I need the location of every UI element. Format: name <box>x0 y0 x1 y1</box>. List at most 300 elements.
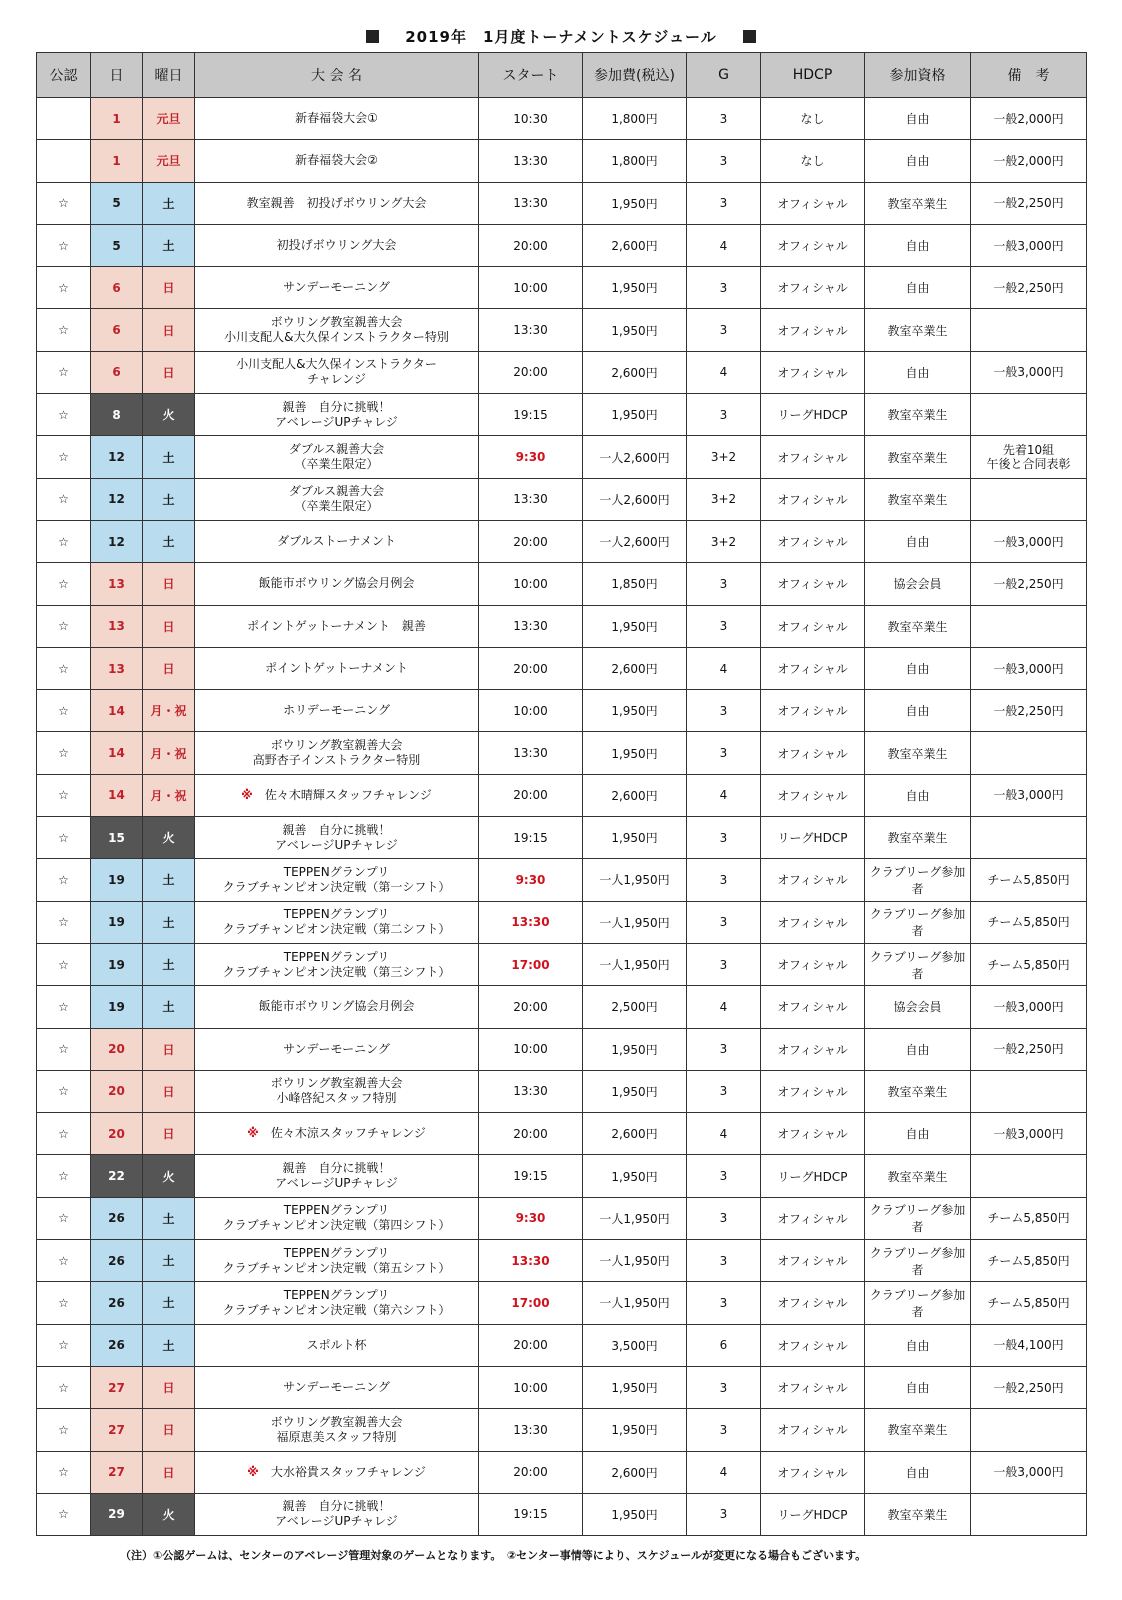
start-time-text: 13:30 <box>513 746 548 761</box>
note-cell <box>971 478 1087 520</box>
day-text: 19 <box>108 915 125 930</box>
fee-text: 1,950円 <box>611 1169 658 1184</box>
star-text: ☆ <box>58 450 69 465</box>
weekday-cell <box>143 1366 195 1408</box>
hdcp-text: オフィシャル <box>777 1127 848 1142</box>
day-cell <box>91 1366 143 1408</box>
note-cell <box>971 309 1087 351</box>
games-text: 3 <box>719 1253 728 1268</box>
note-cell <box>971 520 1087 562</box>
day-cell <box>91 98 143 140</box>
fee-text: 一人1,950円 <box>599 915 670 930</box>
table-row <box>37 859 1087 901</box>
hdcp-text: なし <box>800 112 825 127</box>
fee-cell <box>583 478 687 520</box>
qualification-cell <box>865 1451 971 1493</box>
hdcp-cell <box>761 1282 865 1324</box>
qualification-cell <box>865 943 971 985</box>
fee-cell <box>583 647 687 689</box>
table-row <box>37 351 1087 393</box>
fee-text: 一人1,950円 <box>599 1211 670 1226</box>
table-row <box>37 647 1087 689</box>
start-time-cell <box>479 817 583 859</box>
square-bullet-icon <box>743 30 756 43</box>
games-text: 4 <box>719 999 728 1014</box>
qualification-cell <box>865 520 971 562</box>
games-text: 3+2 <box>710 534 737 549</box>
hdcp-text: オフィシャル <box>777 1254 848 1269</box>
table-row <box>37 267 1087 309</box>
note-cell <box>971 1113 1087 1155</box>
qualification-text: 教室卒業生 <box>887 1169 948 1184</box>
star-text: ☆ <box>58 238 69 253</box>
weekday-cell <box>143 309 195 351</box>
day-cell <box>91 436 143 478</box>
table-row <box>37 436 1087 478</box>
start-time-cell <box>479 394 583 436</box>
qualification-cell <box>865 732 971 774</box>
qualification-cell <box>865 1366 971 1408</box>
games-cell <box>687 224 761 266</box>
star-cell <box>37 309 91 351</box>
games-text: 4 <box>719 1126 728 1141</box>
day-cell <box>91 351 143 393</box>
weekday-text: 土 <box>162 1254 175 1269</box>
day-cell <box>91 224 143 266</box>
weekday-text: 日 <box>162 619 175 634</box>
qualification-text: 自由 <box>905 154 930 169</box>
table-row <box>37 1028 1087 1070</box>
note-cell <box>971 647 1087 689</box>
weekday-text: 月・祝 <box>150 704 187 719</box>
qualification-text: 自由 <box>905 1338 930 1353</box>
star-cell <box>37 1324 91 1366</box>
star-cell <box>37 690 91 732</box>
games-cell <box>687 859 761 901</box>
hdcp-cell <box>761 1240 865 1282</box>
weekday-text: 土 <box>162 915 175 930</box>
table-row <box>37 1451 1087 1493</box>
note-text: 一般4,100円 <box>993 1338 1064 1353</box>
note-cell <box>971 351 1087 393</box>
qualification-text: 自由 <box>905 1381 930 1396</box>
hdcp-cell <box>761 1451 865 1493</box>
star-cell <box>37 647 91 689</box>
weekday-cell <box>143 520 195 562</box>
games-cell <box>687 817 761 859</box>
fee-text: 1,800円 <box>611 154 658 169</box>
table-row <box>37 1155 1087 1197</box>
games-text: 3 <box>719 915 728 930</box>
tournament-name-cell <box>195 1028 479 1070</box>
weekday-text: 土 <box>162 1211 175 1226</box>
table-row <box>37 1113 1087 1155</box>
fee-cell <box>583 351 687 393</box>
weekday-cell <box>143 605 195 647</box>
fee-cell <box>583 1197 687 1239</box>
fee-cell <box>583 267 687 309</box>
qualification-cell <box>865 140 971 182</box>
hdcp-cell <box>761 140 865 182</box>
tournament-name-text: ダブルストーナメント <box>277 534 396 549</box>
start-time-text: 10:30 <box>513 111 548 126</box>
note-text: 一般2,000円 <box>993 153 1064 168</box>
start-time-cell <box>479 1240 583 1282</box>
start-time-cell <box>479 1324 583 1366</box>
day-text: 15 <box>108 830 125 845</box>
hdcp-text: オフィシャル <box>777 323 848 338</box>
tournament-name-cell <box>195 943 479 985</box>
fee-text: 1,950円 <box>611 196 658 211</box>
qualification-text: クラブリーグ参加者 <box>869 949 966 981</box>
qualification-cell <box>865 986 971 1028</box>
star-text: ☆ <box>58 1422 69 1437</box>
games-text: 6 <box>719 1338 728 1353</box>
weekday-cell <box>143 1282 195 1324</box>
hdcp-text: オフィシャル <box>777 1423 848 1438</box>
tournament-name-cell <box>195 732 479 774</box>
hdcp-cell <box>761 1366 865 1408</box>
games-cell <box>687 98 761 140</box>
note-text: 一般2,250円 <box>993 280 1064 295</box>
start-time-cell <box>479 986 583 1028</box>
star-text: ☆ <box>58 703 69 718</box>
qualification-text: クラブリーグ参加者 <box>869 1287 966 1319</box>
qualification-cell <box>865 1197 971 1239</box>
weekday-text: 火 <box>162 831 175 846</box>
qualification-text: 教室卒業生 <box>887 408 948 423</box>
hdcp-text: オフィシャル <box>777 1296 848 1311</box>
star-text: ☆ <box>58 1126 69 1141</box>
day-cell <box>91 309 143 351</box>
note-cell <box>971 817 1087 859</box>
day-cell <box>91 774 143 816</box>
start-time-text: 13:30 <box>513 153 548 168</box>
star-cell <box>37 98 91 140</box>
tournament-name-cell <box>195 901 479 943</box>
games-cell <box>687 1197 761 1239</box>
star-cell <box>37 351 91 393</box>
qualification-text: 自由 <box>905 662 930 676</box>
title-text: 2019年 1月度トーナメントスケジュール <box>405 28 717 46</box>
tournament-name-cell <box>195 1493 479 1535</box>
hdcp-text: リーグHDCP <box>777 831 848 846</box>
day-cell <box>91 1409 143 1451</box>
fee-cell <box>583 732 687 774</box>
start-time-cell <box>479 267 583 309</box>
star-text: ☆ <box>58 1338 69 1353</box>
table-row <box>37 478 1087 520</box>
tournament-name-text: サンデーモーニング <box>283 280 390 295</box>
note-text: 一般3,000円 <box>993 238 1064 253</box>
start-time-text: 20:00 <box>513 534 548 549</box>
note-text: 先着10組 午後と合同表彰 <box>986 443 1071 472</box>
tournament-name-text: 佐々木涼スタッフチャレンジ <box>270 1126 426 1141</box>
qualification-text: 協会会員 <box>893 577 942 592</box>
star-text: ☆ <box>58 1084 69 1099</box>
day-cell <box>91 394 143 436</box>
fee-text: 1,950円 <box>611 281 658 296</box>
col-header: 備 考 <box>971 53 1087 98</box>
note-text: 一般2,250円 <box>993 196 1064 211</box>
games-cell <box>687 309 761 351</box>
tournament-name-text: ダブルス親善大会 （卒業生限定） <box>288 442 385 472</box>
qualification-text: クラブリーグ参加者 <box>869 1203 966 1235</box>
hdcp-cell <box>761 817 865 859</box>
qualification-cell <box>865 98 971 140</box>
weekday-cell <box>143 647 195 689</box>
weekday-cell <box>143 1240 195 1282</box>
day-cell <box>91 140 143 182</box>
weekday-cell <box>143 817 195 859</box>
tournament-name-text: 大水裕貴スタッフチャレンジ <box>270 1464 426 1479</box>
fee-cell <box>583 1070 687 1112</box>
qualification-cell <box>865 605 971 647</box>
table-row <box>37 774 1087 816</box>
fee-cell <box>583 98 687 140</box>
day-text: 12 <box>108 492 125 507</box>
note-cell <box>971 1493 1087 1535</box>
hdcp-cell <box>761 901 865 943</box>
weekday-cell <box>143 901 195 943</box>
tournament-name-text: TEPPENグランプリ クラブチャンピオン決定戦（第三シフト） <box>222 949 451 979</box>
start-time-text: 20:00 <box>513 999 548 1014</box>
hdcp-cell <box>761 351 865 393</box>
day-cell <box>91 732 143 774</box>
weekday-cell <box>143 1451 195 1493</box>
tournament-name-cell <box>195 859 479 901</box>
tournament-name-cell <box>195 1155 479 1197</box>
tournament-name-text: ダブルス親善大会 （卒業生限定） <box>288 484 385 514</box>
start-time-cell <box>479 98 583 140</box>
day-cell <box>91 986 143 1028</box>
fee-text: 2,600円 <box>611 1465 658 1480</box>
table-row <box>37 563 1087 605</box>
star-text: ☆ <box>58 1507 69 1522</box>
games-cell <box>687 1493 761 1535</box>
games-cell <box>687 1113 761 1155</box>
col-header: G <box>687 53 761 98</box>
day-text: 12 <box>108 534 125 549</box>
games-text: 3 <box>719 746 728 761</box>
col-header: HDCP <box>761 53 865 98</box>
note-text: チーム5,850円 <box>987 1295 1070 1310</box>
day-cell <box>91 1070 143 1112</box>
table-row <box>37 182 1087 224</box>
fee-text: 1,950円 <box>611 1507 658 1522</box>
star-cell <box>37 1197 91 1239</box>
hdcp-text: リーグHDCP <box>777 1169 848 1184</box>
games-cell <box>687 732 761 774</box>
start-time-text: 20:00 <box>513 661 548 676</box>
weekday-text: 日 <box>162 1084 175 1099</box>
games-text: 3 <box>719 1380 728 1395</box>
day-text: 14 <box>108 703 125 718</box>
start-time-cell <box>479 1197 583 1239</box>
fee-text: 1,950円 <box>611 1423 658 1438</box>
note-cell <box>971 1409 1087 1451</box>
games-cell <box>687 1366 761 1408</box>
qualification-text: 教室卒業生 <box>887 1084 948 1099</box>
weekday-cell <box>143 1113 195 1155</box>
star-cell <box>37 986 91 1028</box>
hdcp-cell <box>761 1409 865 1451</box>
start-time-cell <box>479 690 583 732</box>
fee-text: 2,600円 <box>611 662 658 676</box>
qualification-text: クラブリーグ参加者 <box>869 864 966 896</box>
note-cell <box>971 224 1087 266</box>
fee-text: 一人2,600円 <box>599 492 670 507</box>
games-text: 3 <box>719 957 728 972</box>
start-time-text: 10:00 <box>513 1042 548 1057</box>
games-text: 3 <box>719 111 728 126</box>
tournament-name-text: 飯能市ボウリング協会月例会 <box>258 999 415 1014</box>
start-time-text: 9:30 <box>515 872 546 887</box>
day-cell <box>91 520 143 562</box>
fee-text: 1,800円 <box>611 112 658 127</box>
games-text: 3 <box>719 1084 728 1099</box>
table-row <box>37 605 1087 647</box>
start-time-text: 9:30 <box>515 450 546 465</box>
day-cell <box>91 1240 143 1282</box>
table-row <box>37 1197 1087 1239</box>
fee-text: 一人1,950円 <box>599 873 670 888</box>
qualification-text: クラブリーグ参加者 <box>869 1245 966 1277</box>
tournament-name-cell <box>195 98 479 140</box>
weekday-text: 土 <box>162 1000 175 1015</box>
start-time-text: 20:00 <box>513 1465 548 1480</box>
fee-cell <box>583 563 687 605</box>
note-text: 一般2,250円 <box>993 1042 1064 1057</box>
star-text: ☆ <box>58 576 69 591</box>
hdcp-cell <box>761 1197 865 1239</box>
start-time-text: 13:30 <box>513 196 548 211</box>
hdcp-text: オフィシャル <box>777 788 848 803</box>
note-text: 一般3,000円 <box>993 661 1064 676</box>
games-text: 3 <box>719 1295 728 1310</box>
start-time-text: 20:00 <box>513 1126 548 1141</box>
hdcp-text: オフィシャル <box>777 704 848 719</box>
star-cell <box>37 774 91 816</box>
note-cell <box>971 1197 1087 1239</box>
qualification-cell <box>865 1240 971 1282</box>
fee-cell <box>583 605 687 647</box>
start-time-text: 10:00 <box>513 576 548 591</box>
hdcp-cell <box>761 690 865 732</box>
weekday-cell <box>143 1028 195 1070</box>
start-time-cell <box>479 605 583 647</box>
start-time-cell <box>479 1366 583 1408</box>
hdcp-text: リーグHDCP <box>777 408 848 423</box>
qualification-cell <box>865 436 971 478</box>
note-cell <box>971 394 1087 436</box>
qualification-cell <box>865 817 971 859</box>
day-cell <box>91 1493 143 1535</box>
day-text: 27 <box>108 1465 125 1480</box>
tournament-name-text: TEPPENグランプリ クラブチャンピオン決定戦（第一シフト） <box>222 864 451 894</box>
weekday-cell <box>143 563 195 605</box>
note-text: チーム5,850円 <box>987 1253 1070 1268</box>
start-time-text: 13:30 <box>511 915 550 930</box>
day-text: 20 <box>108 1126 125 1141</box>
fee-text: 1,950円 <box>611 831 658 846</box>
star-cell <box>37 901 91 943</box>
note-cell <box>971 1028 1087 1070</box>
start-time-text: 20:00 <box>513 365 548 380</box>
hdcp-text: オフィシャル <box>777 492 848 507</box>
col-header: 日 <box>91 53 143 98</box>
star-cell <box>37 436 91 478</box>
tournament-name-cell <box>195 690 479 732</box>
games-text: 3 <box>719 407 728 422</box>
note-cell <box>971 436 1087 478</box>
start-time-text: 9:30 <box>515 1211 546 1226</box>
tournament-name-cell <box>195 394 479 436</box>
weekday-text: 日 <box>162 281 175 296</box>
table-row <box>37 520 1087 562</box>
day-cell <box>91 817 143 859</box>
tournament-name-cell <box>195 1197 479 1239</box>
start-time-text: 20:00 <box>513 1338 548 1353</box>
star-cell <box>37 563 91 605</box>
tournament-name-cell <box>195 1070 479 1112</box>
start-time-text: 13:30 <box>513 492 548 507</box>
games-cell <box>687 901 761 943</box>
star-text: ☆ <box>58 1380 69 1395</box>
games-text: 4 <box>719 661 728 676</box>
start-time-cell <box>479 774 583 816</box>
games-cell <box>687 182 761 224</box>
day-text: 26 <box>108 1295 125 1310</box>
weekday-text: 日 <box>162 1423 175 1438</box>
star-cell <box>37 224 91 266</box>
star-text: ☆ <box>58 788 69 803</box>
fee-text: 2,600円 <box>611 239 658 254</box>
weekday-cell <box>143 1409 195 1451</box>
table-row <box>37 309 1087 351</box>
weekday-text: 日 <box>162 1042 175 1057</box>
table-row <box>37 1240 1087 1282</box>
weekday-text: 日 <box>162 1127 175 1142</box>
table-row <box>37 943 1087 985</box>
qualification-cell <box>865 1155 971 1197</box>
hdcp-cell <box>761 309 865 351</box>
day-text: 27 <box>108 1380 125 1395</box>
star-cell <box>37 859 91 901</box>
qualification-cell <box>865 1070 971 1112</box>
fee-text: 一人1,950円 <box>599 1296 670 1311</box>
start-time-cell <box>479 1451 583 1493</box>
start-time-cell <box>479 901 583 943</box>
tournament-name-cell <box>195 1409 479 1451</box>
fee-cell <box>583 520 687 562</box>
tournament-name-text: 親善 自分に挑戦！ アベレージUPチャレジ <box>275 399 398 429</box>
tournament-name-text: サンデーモーニング <box>283 1380 390 1395</box>
games-cell <box>687 605 761 647</box>
star-text: ☆ <box>58 1042 69 1057</box>
tournament-name-text: ボウリング教室親善大会 福原恵美スタッフ特別 <box>270 1414 403 1444</box>
qualification-text: 教室卒業生 <box>887 831 948 846</box>
qualification-text: 教室卒業生 <box>887 196 948 211</box>
day-cell <box>91 478 143 520</box>
games-cell <box>687 1324 761 1366</box>
start-time-cell <box>479 1282 583 1324</box>
page-title <box>0 26 1122 47</box>
hdcp-text: オフィシャル <box>777 281 848 296</box>
hdcp-text: オフィシャル <box>777 450 848 465</box>
col-header: 参加費(税込) <box>583 53 687 98</box>
reference-mark: ※ <box>247 1464 259 1479</box>
